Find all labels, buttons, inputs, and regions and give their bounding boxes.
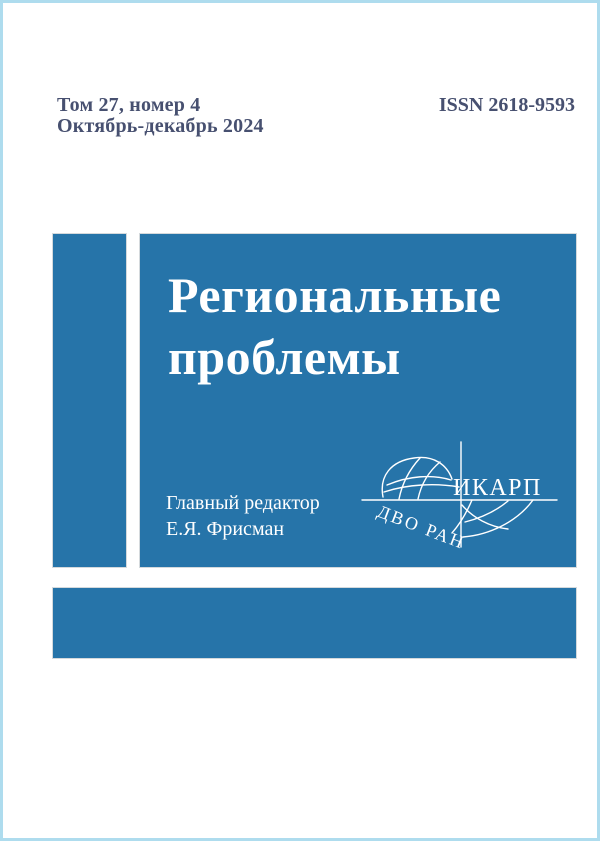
editor-label: Главный редактор — [166, 492, 320, 514]
bottom-accent-bar — [53, 588, 576, 658]
logo-branch-label: ДВО РАН — [374, 501, 469, 554]
left-accent-bar — [53, 234, 126, 567]
volume-info — [57, 95, 264, 137]
journal-title — [168, 264, 501, 388]
logo-acronym-label: ИКАРП — [453, 475, 542, 501]
journal-title-line1: Региональные — [168, 267, 502, 323]
editor-name: Е.Я. Фрисман — [166, 518, 285, 540]
volume-number-line: Том 27, номер 4 — [57, 94, 201, 116]
issue-period-line: Октябрь-декабрь 2024 — [57, 115, 264, 137]
journal-title-line2: проблемы — [168, 329, 401, 385]
issn-label: ISSN 2618-9593 — [438, 94, 575, 116]
ikarp-dvo-ran-logo — [356, 434, 574, 554]
editor-info — [166, 490, 320, 542]
title-panel — [140, 234, 576, 567]
